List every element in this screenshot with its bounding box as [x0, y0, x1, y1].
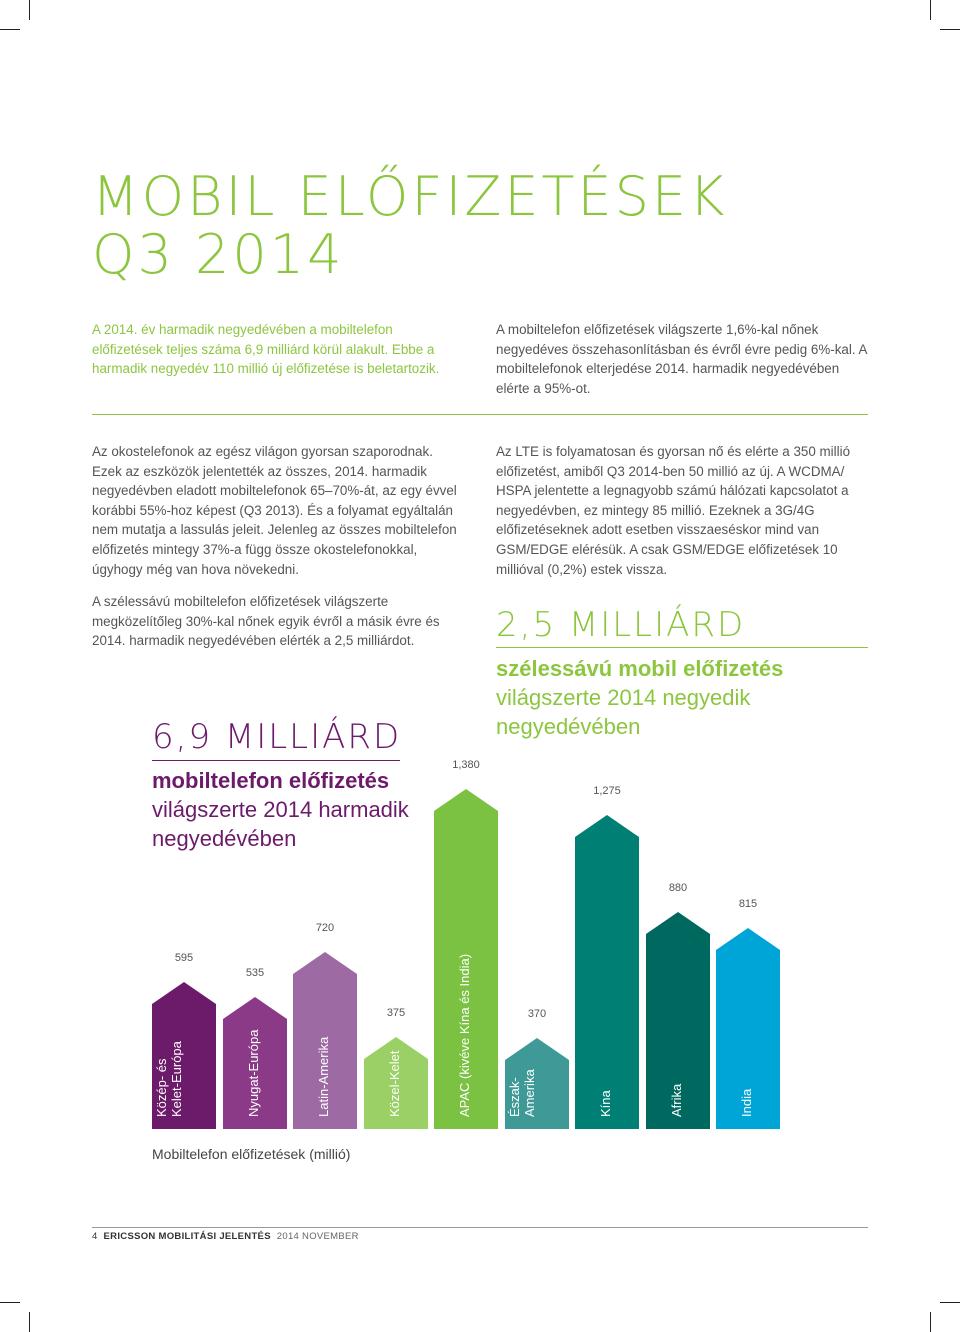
chart-category-text: Közel-Kelet — [387, 1050, 402, 1117]
chart-category-label — [293, 961, 357, 1121]
broadband-figure: 2,5 MILLIÁRD — [496, 605, 746, 645]
chart-value-label: 720 — [315, 922, 335, 934]
chart-bar — [646, 912, 710, 1129]
crop-mark — [0, 29, 20, 30]
footer-brand: ERICSSON MOBILITÁSI JELENTÉS — [103, 1231, 271, 1242]
broadband-underline — [496, 647, 868, 648]
chart-category-label — [223, 961, 287, 1121]
body-left-paragraph-2: A szélessávú mobiltelefon előfizetések világszerte megközelítőleg 30%-kal nőnek egyik évről a másik évre és 2014. harmadik negyedévében elérték a 2,5 milliárdot. — [92, 594, 440, 649]
page-footer — [92, 1231, 359, 1242]
chart-axis-label: Mobiltelefon előfizetések (millió) — [152, 1146, 351, 1162]
chart-category-label — [364, 961, 428, 1121]
chart-category-text: Afrika — [669, 1083, 684, 1117]
chart-value-label: 815 — [738, 898, 758, 910]
chart-category-label — [575, 961, 639, 1121]
chart-category-label — [152, 961, 216, 1121]
chart-category-text: India — [739, 1088, 754, 1117]
chart-bar — [434, 789, 498, 1129]
chart-category-text: Latin-Amerika — [316, 1036, 331, 1117]
chart-bar — [364, 1037, 428, 1129]
page-title — [92, 165, 728, 286]
total-figure: 6,9 MILLIÁRD — [152, 717, 402, 757]
broadband-caption — [496, 654, 868, 741]
chart-bar — [505, 1038, 569, 1129]
crop-mark — [940, 1302, 960, 1303]
footer-divider — [92, 1227, 868, 1228]
total-caption — [152, 766, 422, 853]
section-divider — [92, 414, 868, 415]
chart-category-text: Közép- és Kelet-Európa — [154, 1041, 184, 1117]
crop-mark — [930, 0, 931, 20]
page-number: 4 — [92, 1231, 98, 1242]
page-title-line1: MOBIL ELŐFIZETÉSEK — [92, 165, 728, 228]
broadband-caption-rest: világszerte 2014 negyedik negyedévében — [496, 685, 751, 739]
intro-left: A 2014. év harmadik negyedévében a mobiltelefon előfizetések teljes száma 6,9 milliárd körül alakult. Ebbe a harmadik negyedév 110 millió új előfizetése is beletartozik. — [92, 322, 440, 377]
chart-category-text: Kína — [598, 1090, 613, 1117]
chart-category-text: Nyugat-Európa — [246, 1029, 261, 1117]
chart-bar — [716, 928, 780, 1129]
crop-mark — [29, 0, 30, 20]
chart-bar — [575, 815, 639, 1129]
chart-bar — [223, 997, 287, 1129]
chart-category-text: APAC (kivéve Kína és India) — [457, 953, 472, 1117]
chart-value-label: 375 — [386, 1007, 406, 1019]
chart-category-label — [716, 961, 780, 1121]
crop-mark — [0, 1302, 20, 1303]
chart-value-label: 1,275 — [593, 785, 621, 797]
total-caption-bold: mobiltelefon előfizetés — [152, 768, 390, 793]
chart-category-text: Észak- Amerika — [507, 1069, 537, 1117]
crop-mark — [930, 1312, 931, 1332]
total-underline — [152, 760, 400, 761]
chart-value-label: 1,380 — [452, 759, 480, 771]
chart-category-label — [505, 961, 569, 1121]
intro-right: A mobiltelefon előfizetések világszerte 1,6%-kal nőnek negyedéves összehasonlításban és évről évre pedig 6%-kal. A mobiltelefonok elterjedése 2014. harmadik negyedévében elérte a 95%-ot. — [496, 322, 867, 396]
chart-bar — [152, 982, 216, 1129]
crop-mark — [940, 29, 960, 30]
chart-category-label — [434, 953, 498, 1121]
chart-value-label: 595 — [174, 952, 194, 964]
chart-category-label — [646, 961, 710, 1121]
broadband-caption-bold: szélessávú mobil előfizetés — [496, 656, 784, 681]
page-title-line2: Q3 2014 — [92, 223, 345, 286]
body-right-paragraph-1: Az LTE is folyamatosan és gyorsan nő és elérte a 350 millió előfizetést, amiből Q3 2014-ben 50 millió az új. A WCDMA/ HSPA jelentette a legnagyobb számú hálózati kapcsolatot a negyedévben, ez mintegy 85 millió. Ezeknek a 3G/4G előfizetéseknek adott esetben visszaeséskor mind van GSM/EDGE elérésük. A csak GSM/EDGE előfizetések 10 millióval (0,2%) estek vissza. — [496, 444, 851, 577]
total-caption-rest: világszerte 2014 harmadik negyedévében — [152, 797, 409, 851]
chart-bar — [293, 952, 357, 1129]
chart-value-label: 535 — [245, 967, 265, 979]
body-left-paragraph-1: Az okostelefonok az egész világon gyorsan szaporodnak. Ezek az eszközök jelentették az összes, 2014. harmadik negyedévben eladott mobiltelefonok 65–70%-át, az egy évvel korábbi 55%-hoz képest (Q3 2013). És a folyamat egyáltalán nem mutatja a lassulás jeleit. Jelenleg az összes mobiltelefon előfizetés mintegy 37%-a függ össze okostelefonokkal, úgyhogy még van hova növekedni. — [92, 444, 457, 577]
footer-date: 2014 NOVEMBER — [276, 1231, 359, 1242]
chart-value-label: 370 — [527, 1008, 547, 1020]
crop-mark — [29, 1312, 30, 1332]
chart-value-label: 880 — [668, 882, 688, 894]
